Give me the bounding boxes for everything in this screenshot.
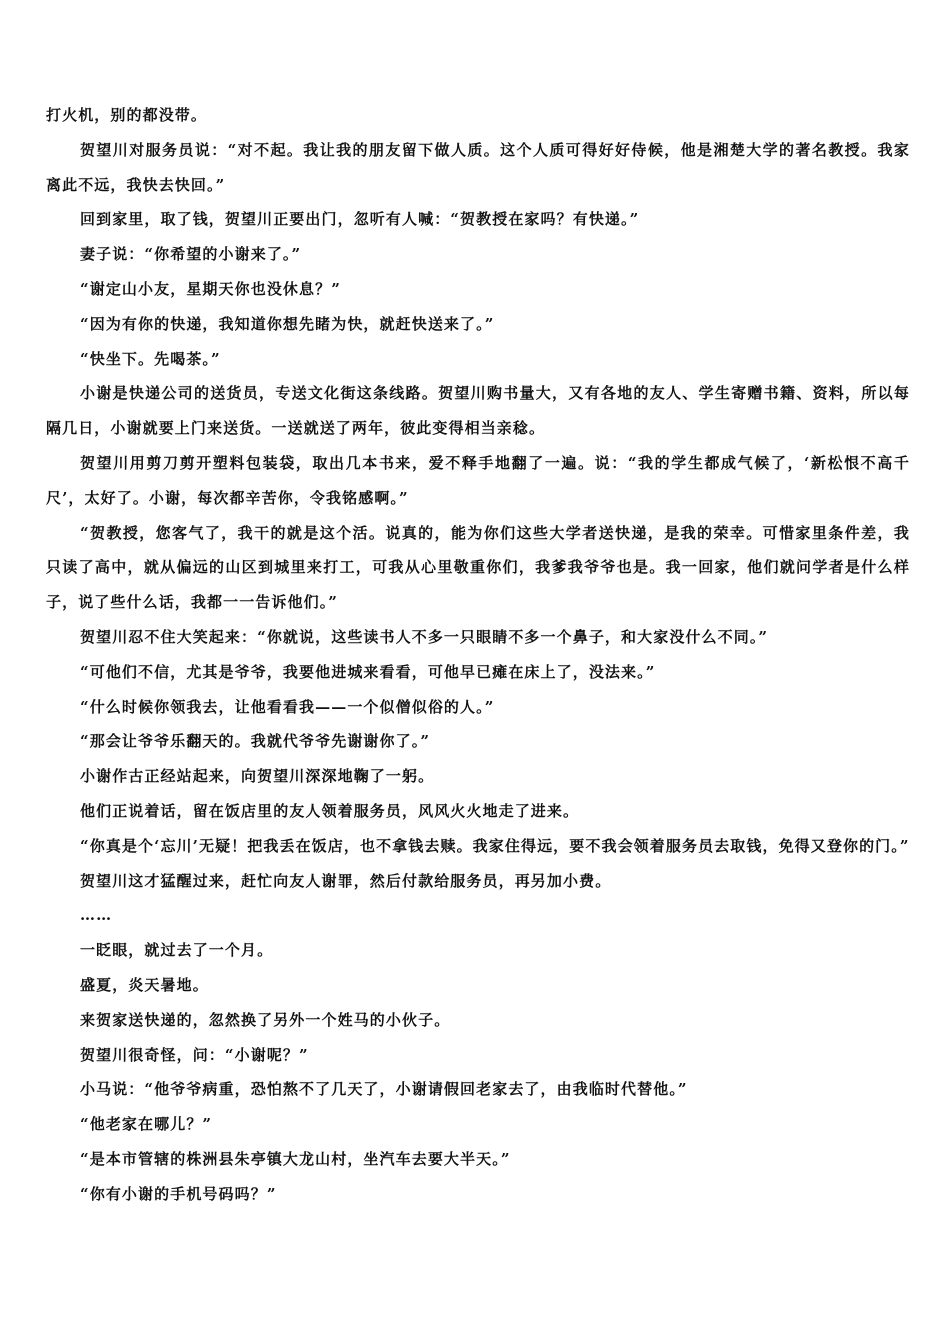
paragraph: “你真是个‘忘川’无疑！把我丢在饭店，也不拿钱去赎。我家住得远，要不我会领着服务员去取钱，免得又登你的门。” (80, 836, 910, 855)
paragraph: 回到家里，取了钱，贺望川正要出门，忽听有人喊：“贺教授在家吗？有快递。” (80, 210, 640, 229)
paragraph: 打火机，别的都没带。 (46, 106, 208, 124)
paragraph: 小谢作古正经站起来，向贺望川深深地鞠了一躬。 (80, 767, 435, 786)
paragraph: 妻子说：“你希望的小谢来了。” (80, 245, 302, 264)
paragraph: “什么时候你领我去，让他看看我——一个似僧似俗的人。” (80, 697, 495, 716)
paragraph: 小谢是快递公司的送货员，专送文化街这条线路。贺望川购书量大，又有各地的友人、学生寄赠书籍、资料，所以每隔几日，小谢就要上门来送货。一送就送了两年，彼此变得相当亲稔。 (46, 384, 910, 438)
paragraph: 小马说：“他爷爷病重，恐怕熬不了几天了，小谢请假回老家去了，由我临时代替他。” (80, 1080, 688, 1099)
paragraph: 来贺家送快递的，忽然换了另外一个姓马的小伙子。 (80, 1010, 451, 1029)
paragraph: “谢定山小友，星期天你也没休息？” (80, 279, 341, 298)
paragraph: 他们正说着话，留在饭店里的友人领着服务员，风风火火地走了进来。 (80, 801, 580, 820)
paragraph: 贺望川这才猛醒过来，赶忙向友人谢罪，然后付款给服务员，再另加小费。 (80, 871, 612, 890)
paragraph: “那会让爷爷乐翻天的。我就代爷爷先谢谢你了。” (80, 732, 431, 751)
paragraph: 盛夏，炎天暑地。 (80, 975, 209, 994)
paragraph: …… (80, 906, 113, 925)
paragraph: “贺教授，您客气了，我干的就是这个活。说真的，能为你们这些大学者送快递，是我的荣幸。可惜家里条件差，我只读了高中，就从偏远的山区到城里来打工，可我从心里敬重你们，我爹我爷爷也是。我一回家，他们就问学者是什么样子，说了些什么话，我都一一告诉他们。” (46, 523, 910, 612)
paragraph: 贺望川用剪刀剪开塑料包装袋，取出几本书来，爱不释手地翻了一遍。说：“我的学生都成气候了，‘新松恨不高千尺’，太好了。小谢，每次都辛苦你，令我铭感啊。” (46, 453, 910, 507)
paragraph: 贺望川忍不住大笑起来：“你就说，这些读书人不多一只眼睛不多一个鼻子，和大家没什么不同。” (80, 627, 769, 646)
paragraph: 贺望川很奇怪，问：“小谢呢？” (80, 1045, 309, 1064)
story-body (46, 98, 910, 1212)
paragraph: “可他们不信，尤其是爷爷，我要他进城来看看，可他早已瘫在床上了，没法来。” (80, 662, 656, 681)
paragraph: “你有小谢的手机号码吗？” (80, 1184, 277, 1203)
paragraph: “是本市管辖的株洲县朱亭镇大龙山村，坐汽车去要大半天。” (80, 1149, 511, 1168)
paragraph: “快坐下。先喝茶。” (80, 349, 221, 368)
paragraph: 贺望川对服务员说：“对不起。我让我的朋友留下做人质。这个人质可得好好侍候，他是湘楚大学的著名教授。我家离此不远，我快去快回。” (46, 140, 910, 194)
paragraph: 一眨眼，就过去了一个月。 (80, 941, 274, 960)
paragraph: “他老家在哪儿？” (80, 1115, 213, 1134)
paragraph: “因为有你的快递，我知道你想先睹为快，就赶快送来了。” (80, 314, 495, 333)
